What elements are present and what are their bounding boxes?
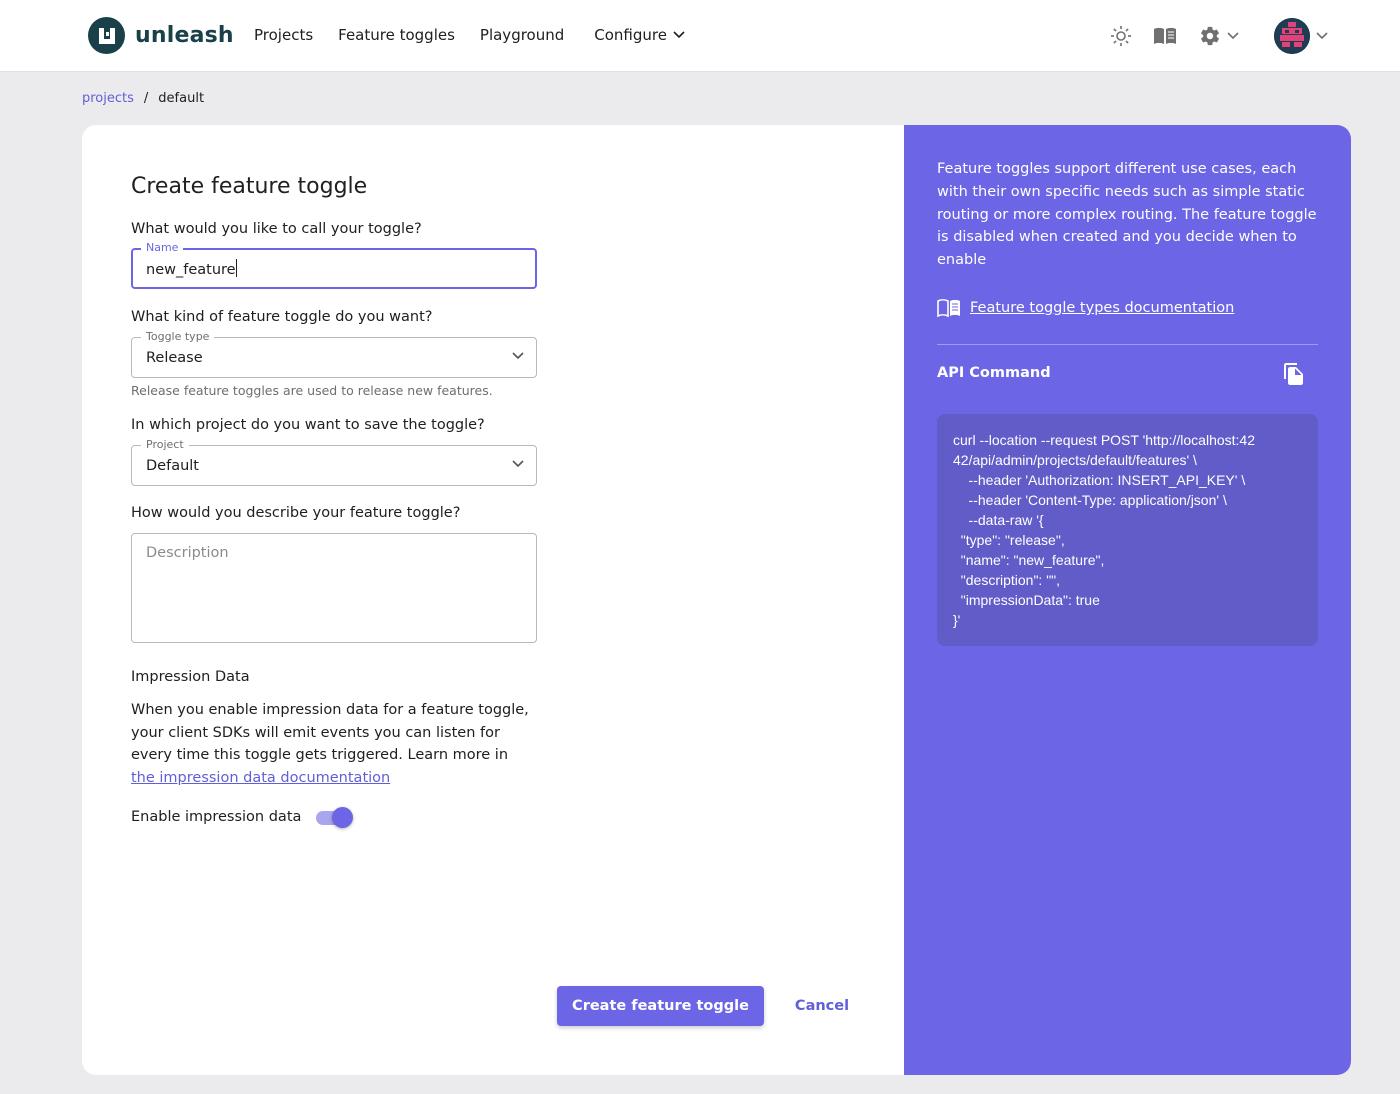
api-command-code-block xyxy=(937,414,1318,646)
toggle-type-select[interactable] xyxy=(131,330,537,378)
api-command-title: API Command xyxy=(937,365,1051,381)
name-field-label: Name xyxy=(141,241,183,255)
app-name: unleash xyxy=(135,23,234,48)
impression-data-description: When you enable impression data for a feature toggle, your client SDKs will emit events you can listen for every time this toggle gets triggered. Learn more in the impression data documentation xyxy=(131,702,529,787)
avatar xyxy=(1274,18,1310,54)
user-menu[interactable] xyxy=(1274,18,1328,54)
chevron-down-icon xyxy=(512,460,524,468)
nav-projects[interactable]: Projects xyxy=(254,26,314,44)
top-navigation-bar xyxy=(0,0,1400,72)
description-question: How would you describe your feature toggle? xyxy=(131,505,461,521)
nav-configure-label: Configure xyxy=(594,26,667,44)
breadcrumb-projects-link[interactable]: projects xyxy=(82,91,134,106)
switch-thumb xyxy=(332,807,353,828)
side-divider xyxy=(937,344,1318,345)
toggle-type-label: Toggle type xyxy=(141,330,214,344)
type-question: What kind of feature toggle do you want? xyxy=(131,309,433,325)
impression-switch-row xyxy=(131,806,353,828)
create-feature-toggle-button[interactable]: Create feature toggle xyxy=(557,986,764,1026)
breadcrumb-current: default xyxy=(158,91,205,106)
header-actions xyxy=(1106,16,1328,56)
chevron-down-icon xyxy=(673,31,685,39)
book-icon[interactable] xyxy=(1150,16,1180,56)
breadcrumb-separator: / xyxy=(143,91,149,106)
copy-icon[interactable] xyxy=(1282,362,1304,390)
sun-icon[interactable] xyxy=(1106,16,1136,56)
project-select[interactable] xyxy=(131,438,537,486)
breadcrumb xyxy=(82,90,204,108)
cancel-button[interactable]: Cancel xyxy=(782,986,862,1026)
chevron-down-icon xyxy=(1227,32,1239,40)
create-toggle-card xyxy=(82,125,1351,1075)
main-nav xyxy=(254,24,710,46)
unleash-logo[interactable] xyxy=(88,17,234,54)
api-command-code: curl --location --request POST 'http://localhost:42 42/api/admin/projects/default/features' \ --header 'Authorization: INSERT_API_KEY' \ --header 'Content-Type: application/json' \ --data-raw '{ "type": "release", "name": "new_feature", "description": "", "impressionData": true }' xyxy=(953,432,1255,628)
nav-playground[interactable]: Playground xyxy=(479,26,565,44)
impression-data-title: Impression Data xyxy=(131,669,250,685)
project-label: Project xyxy=(141,438,189,452)
nav-feature-toggles[interactable]: Feature toggles xyxy=(338,26,455,44)
side-description: Feature toggles support different use cases, each with their own specific needs such as simple static routing or more complex routing. The feature toggle is disabled when created and you decide when to enable xyxy=(937,161,1317,269)
unleash-logo-icon xyxy=(88,17,125,54)
impression-docs-link[interactable]: the impression data documentation xyxy=(131,770,391,787)
project-question: In which project do you want to save the toggle? xyxy=(131,417,485,433)
settings-menu[interactable] xyxy=(1194,16,1244,56)
name-field[interactable] xyxy=(131,241,537,289)
info-side-panel xyxy=(904,125,1351,1075)
text-caret xyxy=(236,259,237,277)
toggle-types-doc-link[interactable]: Feature toggle types documentation xyxy=(970,300,1235,316)
toggle-type-helper: Release feature toggles are used to release new features. xyxy=(131,383,493,398)
toggle-type-value: Release xyxy=(146,350,203,366)
book-icon xyxy=(937,298,961,318)
name-field-value: new_feature xyxy=(146,259,237,280)
description-placeholder: Description xyxy=(146,545,229,561)
nav-configure[interactable] xyxy=(594,24,685,46)
chevron-down-icon xyxy=(1316,32,1328,40)
page-title: Create feature toggle xyxy=(131,174,368,199)
create-toggle-form xyxy=(82,125,904,1075)
impression-switch-label: Enable impression data xyxy=(131,809,302,825)
name-question: What would you like to call your toggle? xyxy=(131,221,422,237)
doc-link-row xyxy=(937,298,1234,318)
gear-icon xyxy=(1199,25,1221,47)
project-value: Default xyxy=(146,458,199,474)
chevron-down-icon xyxy=(512,352,524,360)
description-input[interactable] xyxy=(131,533,537,643)
impression-data-switch[interactable] xyxy=(315,806,353,828)
